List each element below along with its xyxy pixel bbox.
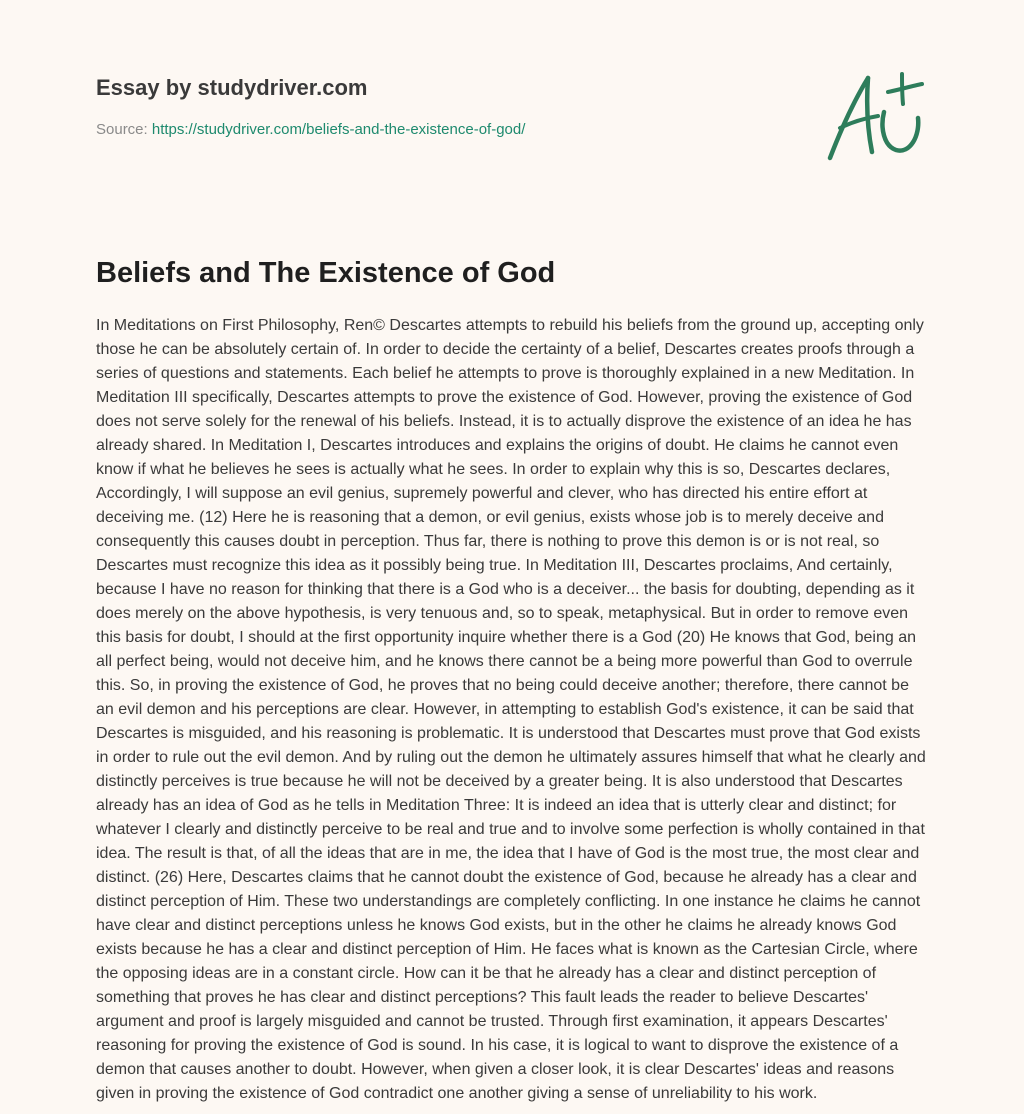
header [96,74,796,140]
source-line [96,120,796,140]
site-title: Essay by studydriver.com [96,75,368,100]
essay-body: In Meditations on First Philosophy, Ren© Descartes attempts to rebuild his beliefs from the ground up, accepting only those he can be absolutely certain of. In order to decide the certainty of a belief, Descartes creates proofs through a series of questions and statements. Each belief he attempts to prove is thoroughly explained in a new Meditation. In Meditation III specifically, Descartes attempts to prove the existence of God. However, proving the existence of God does not serve solely for the renewal of his beliefs. Instead, it is to actually disprove the existence of an idea he has already shared. In Meditation I, Descartes introduces and explains the origins of doubt. He claims he cannot even know if what he believes he sees is actually what he sees. In order to explain why this is so, Descartes declares, Accordingly, I will suppose an evil genius, supremely powerful and clever, who has directed his entire effort at deceiving me. (12) Here he is reasoning that a demon, or evil genius, exists whose job is to merely deceive and consequently this causes doubt in perception. Thus far, there is nothing to prove this demon is or is not real, so Descartes must recognize this idea as it possibly being true. In Meditation III, Descartes proclaims, And certainly, because I have no reason for thinking that there is a God who is a deceiver... the basis for doubting, depending as it does merely on the above hypothesis, is very tenuous and, so to speak, metaphysical. But in order to remove even this basis for doubt, I should at the first opportunity inquire whether there is a God (20) He knows that God, being an all perfect being, would not deceive him, and he knows there cannot be a being more powerful than God to overrule this. So, in proving the existence of God, he proves that no being could deceive another; therefore, there cannot be an evil demon and his perceptions are clear. However, in attempting to establish God's existence, it can be said that Descartes is misguided, and his reasoning is problematic. It is understood that Descartes must prove that God exists in order to rule out the evil demon. And by ruling out the demon he ultimately assures himself that what he clearly and distinctly perceives is true because he will not be deceived by a greater being. It is also understood that Descartes already has an idea of God as he tells in Meditation Three: It is indeed an idea that is utterly clear and distinct; for whatever I clearly and distinctly perceive to be real and true and to involve some perfection is wholly contained in that idea. The result is that, of all the ideas that are in me, the idea that I have of God is the most true, the most clear and distinct. (26) Here, Descartes claims that he cannot doubt the existence of God, because he already has a clear and distinct perception of Him. These two understandings are completely conflicting. In one instance he claims he cannot have clear and distinct perceptions unless he knows God exists, but in the other he claims he already knows God exists because he has a clear and distinct perception of Him. He faces what is known as the Cartesian Circle, where the opposing ideas are in a constant circle. How can it be that he already has a clear and distinct perception of something that proves he has clear and distinct perceptions? This fault leads the reader to believe Descartes' argument and proof is largely misguided and cannot be trusted. Through first examination, it appears Descartes' reasoning for proving the existence of God is sound. In his case, it is logical to want to disprove the existence of a demon that causes another to doubt. However, when given a closer look, it is clear Descartes' ideas and reasons given in proving the existence of God contradict one another giving a sense of unreliability to his work. [96,317,926,1102]
essay-title: Beliefs and The Existence of God [96,257,556,289]
source-label: Source: [96,121,152,138]
source-link[interactable]: https://studydriver.com/beliefs-and-the-existence-of-god/ [151,121,526,138]
a-plus-logo-icon [822,66,928,166]
